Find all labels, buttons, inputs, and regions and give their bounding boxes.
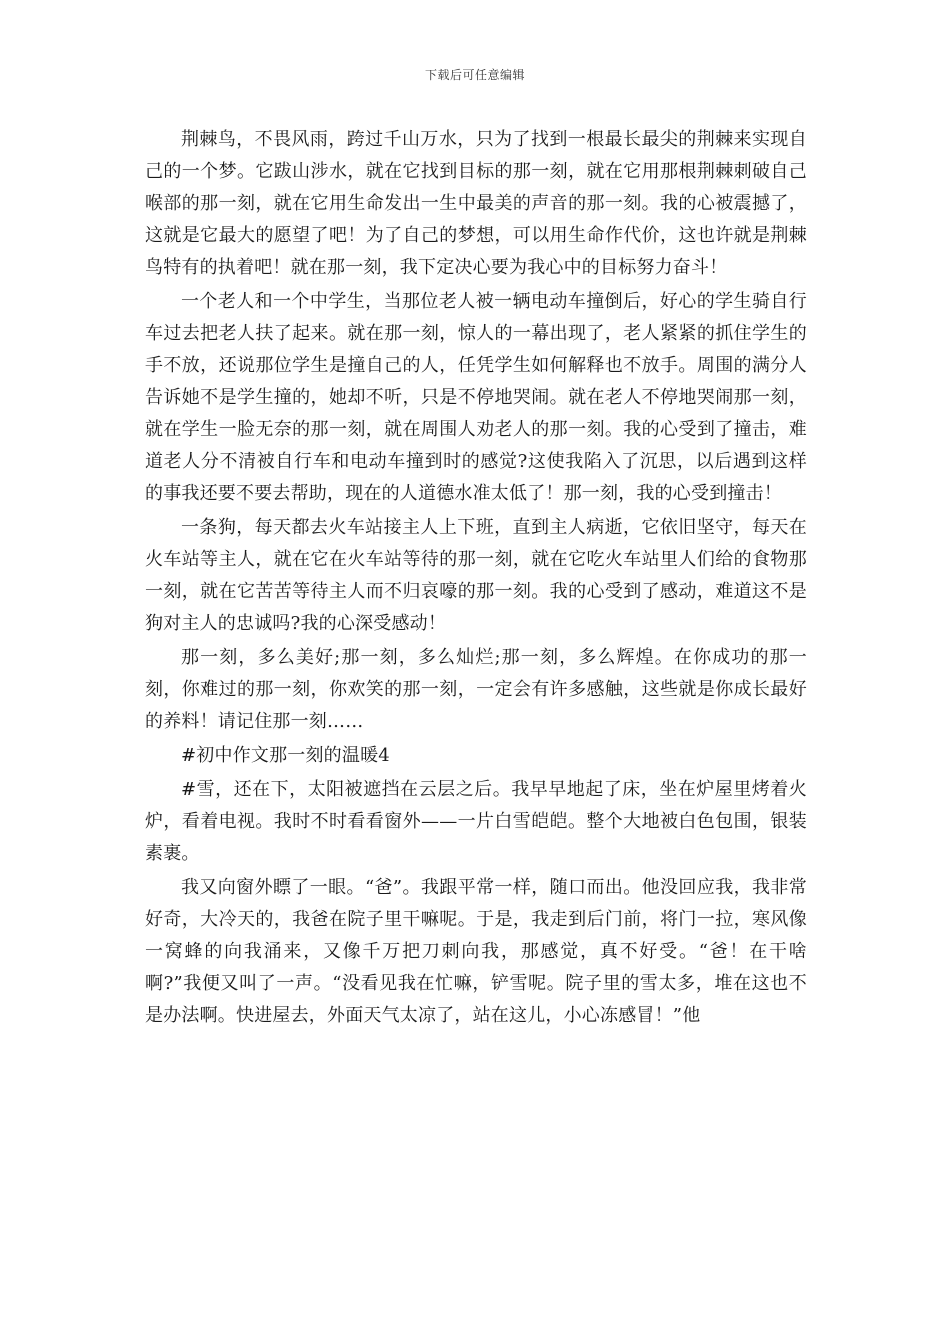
essay-heading: #初中作文那一刻的温暖4 bbox=[181, 745, 390, 766]
paragraph-snow: #雪，还在下，太阳被遮挡在云层之后。我早早地起了床，坐在炉屋里烤着火炉，看着电视。我时不时看看窗外——一片白雪皑皑。整个大地被白色包围，银装素裹。 bbox=[145, 779, 807, 864]
paragraph-old-man: 一个老人和一个中学生，当那位老人被一辆电动车撞倒后，好心的学生骑自行车过去把老人扶了起来。就在那一刻，惊人的一幕出现了，老人紧紧的抓住学生的手不放，还说那位学生是撞自己的人，任凭学生如何解释也不放手。周围的满分人告诉她不是学生撞的，她却不听，只是不停地哭闹。就在老人不停地哭闹那一刻，就在学生一脸无奈的那一刻，就在周围人劝老人的那一刻。我的心受到了撞击，难道老人分不清被自行车和电动车撞到时的感觉?这使我陷入了沉思，以后遇到这样的事我还要不要去帮助，现在的人道德水准太低了！那一刻，我的心受到撞击！ bbox=[145, 291, 807, 504]
paragraph-thornbird: 荆棘鸟，不畏风雨，跨过千山万水，只为了找到一根最长最尖的荆棘来实现自己的一个梦。它跋山涉水，就在它找到目标的那一刻，就在它用那根荆棘刺破自己喉部的那一刻，就在它用生命发出一生中最美的声音的那一刻。我的心被震撼了，这就是它最大的愿望了吧！为了自己的梦想，可以用生命作代价，这也许就是荆棘鸟特有的执着吧！就在那一刻，我下定决心要为我心中的目标努力奋斗！ bbox=[145, 129, 807, 278]
document-body bbox=[145, 124, 807, 1032]
paragraph-that-moment: 那一刻，多么美好;那一刻，多么灿烂;那一刻，多么辉煌。在你成功的那一刻，你难过的那一刻，你欢笑的那一刻，一定会有许多感触，这些就是你成长最好的养料！请记住那一刻…… bbox=[145, 647, 807, 732]
paragraph-dog: 一条狗，每天都去火车站接主人上下班，直到主人病逝，它依旧坚守，每天在火车站等主人，就在它在火车站等待的那一刻，就在它吃火车站里人们给的食物那一刻，就在它苦苦等待主人而不归哀嚎的那一刻。我的心受到了感动，难道这不是狗对主人的忠诚吗?我的心深受感动！ bbox=[145, 517, 807, 634]
page-header: 下载后可任意编辑 bbox=[424, 68, 525, 82]
paragraph-father: 我又向窗外瞟了一眼。“爸”。我跟平常一样，随口而出。他没回应我，我非常好奇，大冷天的，我爸在院子里干嘛呢。于是，我走到后门前，将门一拉，寒风像一窝蜂的向我涌来，又像千万把刀刺向我，那感觉，真不好受。“爸！在干啥啊?”我便又叫了一声。“没看见我在忙嘛，铲雪呢。院子里的雪太多，堆在这也不是办法啊。快进屋去，外面天气太凉了，站在这儿，小心冻感冒！”他 bbox=[145, 877, 807, 1026]
